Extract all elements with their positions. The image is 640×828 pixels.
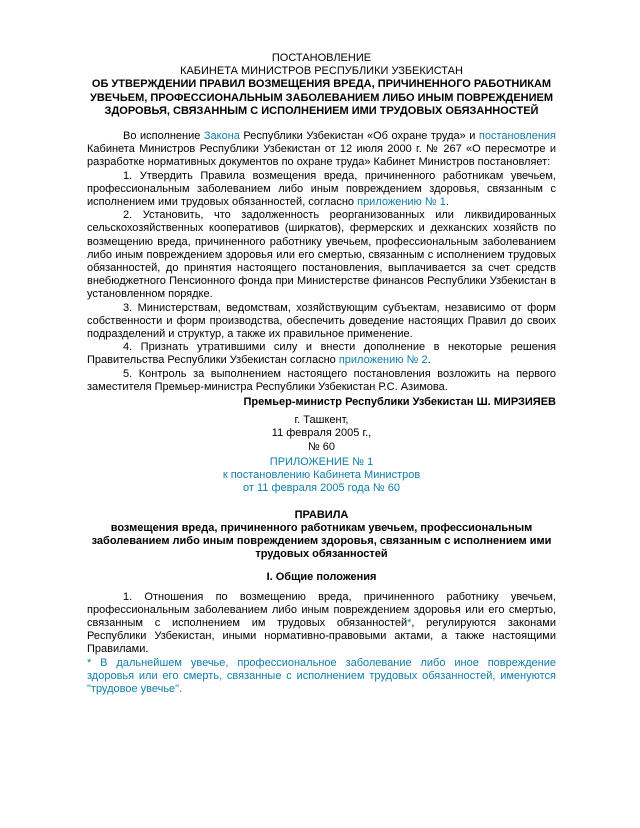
text-run: .: [445, 196, 449, 209]
text-run: .: [427, 354, 431, 367]
dateline-line: [87, 427, 556, 440]
doc-title: ОБ УТВЕРЖДЕНИИ ПРАВИЛ ВОЗМЕЩЕНИЯ ВРЕДА, ПРИЧИНЕННОГО РАБОТНИКАМ УВЕЧЬЕМ, ПРОФЕССИОНАЛЬНЫМ ЗАБОЛЕВАНИЕМ ЛИБО ИНЫМ ПОВРЕЖДЕНИЕМ ЗДОРОВЬЯ, СВЯЗАННЫМ С ИСПОЛНЕНИЕМ ИМИ ТРУДОВЫХ ОБЯЗАННОСТЕЙ: [89, 78, 554, 117]
text-run: 11 февраля 2005 г.,: [271, 427, 372, 440]
decree-body: [87, 130, 556, 394]
text-run: Во исполнение: [123, 130, 204, 143]
text-run: 5. Контроль за выполнением настоящего постановления возложить на первого заместителя Премьер-министра Республики Узбекистан Р.С. Азимова.: [87, 367, 556, 393]
text-run: 3. Министерствам, ведомствам, хозяйствующим субъектам, независимо от форм собственности и форм производства, обеспечить доведение настоящих Правил до своих подразделений и структур, а также их правильное применение.: [87, 301, 556, 341]
text-run: 1. Отношения по возмещению вреда, причиненного работнику увечьем, профессиональным заболеванием либо иным повреждением здоровья или его смертью, связанным с исполнением им трудовых обязанностей: [87, 590, 556, 629]
rules-subtitle: возмещения вреда, причиненного работникам увечьем, профессиональным заболеванием либо иным повреждением здоровья, связанным с исполнением ими трудовых обязанностей: [91, 521, 552, 561]
signature-line: Премьер-министр Республики Узбекистан Ш. МИРЗИЯЕВ: [243, 396, 556, 409]
inline-link[interactable]: Закона: [203, 130, 240, 143]
text-run: к: [222, 469, 231, 482]
inline-link[interactable]: приложению № 1: [357, 196, 446, 209]
section-heading: I. Общие положения: [266, 571, 377, 584]
paragraph: [87, 341, 556, 367]
text-run: ПРИЛОЖЕНИЕ № 1: [269, 455, 374, 468]
text-run: 2. Установить, что задолженность реорганизованных или ликвидированных сельскохозяйственных кооперативов (ширкатов), фермерских и дехканских хозяйств по возмещению вреда, причиненного работнику увечьем, профессиональным заболеванием либо иным повреждением здоровья или его смертью, связанным с исполнением трудовых обязанностей, до принятия настоящего постановления, выплачивается за счет средств внебюджетного Пенсионного фонда при Министерстве финансов Республики Узбекистан в установленном порядке.: [87, 209, 556, 301]
inline-link[interactable]: постановлению: [230, 469, 311, 482]
paragraph: [87, 170, 556, 210]
text-run: от 11 февраля 2005 года № 60: [243, 482, 400, 495]
doc-type-line: ПОСТАНОВЛЕНИЕ: [271, 52, 372, 64]
text-run: г. Ташкент,: [294, 414, 349, 427]
appendix-line: [87, 482, 556, 495]
inline-link[interactable]: приложению № 2: [338, 354, 428, 367]
text-run: 4. Признать утратившими силу и внести дополнение в некоторые решения Правительства Республики Узбекистан согласно: [87, 341, 556, 367]
inline-link[interactable]: *: [407, 616, 412, 629]
text-run: № 60: [307, 440, 336, 453]
appendix-heading: [87, 456, 556, 496]
dateline-line: [87, 441, 556, 454]
dateline-line: [87, 414, 556, 427]
paragraph: [87, 591, 556, 657]
rules-body: [87, 591, 556, 697]
dateline: [87, 414, 556, 454]
text-run: Республики Узбекистан «Об охране труда» и: [239, 130, 479, 143]
paragraph: [87, 209, 556, 301]
text-run: Кабинета Министров Республики Узбекистан от 12 июля 2000 г. № 267 «О пересмотре и разработке нормативных документов по охране труда» Кабинет Министров постановляет:: [87, 143, 556, 169]
text-run: * В дальнейшем увечье, профессиональное заболевание либо иное повреждение здоровья или его смерть, связанные с исполнением трудовых обязанностей, именуются "трудовое увечье".: [87, 656, 556, 695]
paragraph: [87, 130, 556, 170]
text-run: 1. Утвердить Правила возмещения вреда, причиненного работникам увечьем, профессиональным заболеванием либо иным повреждением здоровья, связанным с исполнением ими трудовых обязанностей, согласно: [87, 169, 556, 209]
inline-link[interactable]: постановления: [478, 130, 556, 143]
text-run: Кабинета Министров: [310, 469, 421, 482]
paragraph: [87, 657, 556, 697]
appendix-line: [87, 456, 556, 469]
text-run: , регулируются законами Республики Узбекистан, иными нормативно-правовыми актами, а также настоящими Правилами.: [87, 616, 556, 656]
paragraph: [87, 302, 556, 342]
paragraph: [87, 368, 556, 394]
appendix-line: [87, 469, 556, 482]
rules-title: ПРАВИЛА: [294, 508, 349, 521]
doc-authority-line: КАБИНЕТА МИНИСТРОВ РЕСПУБЛИКИ УЗБЕКИСТАН: [180, 65, 463, 78]
